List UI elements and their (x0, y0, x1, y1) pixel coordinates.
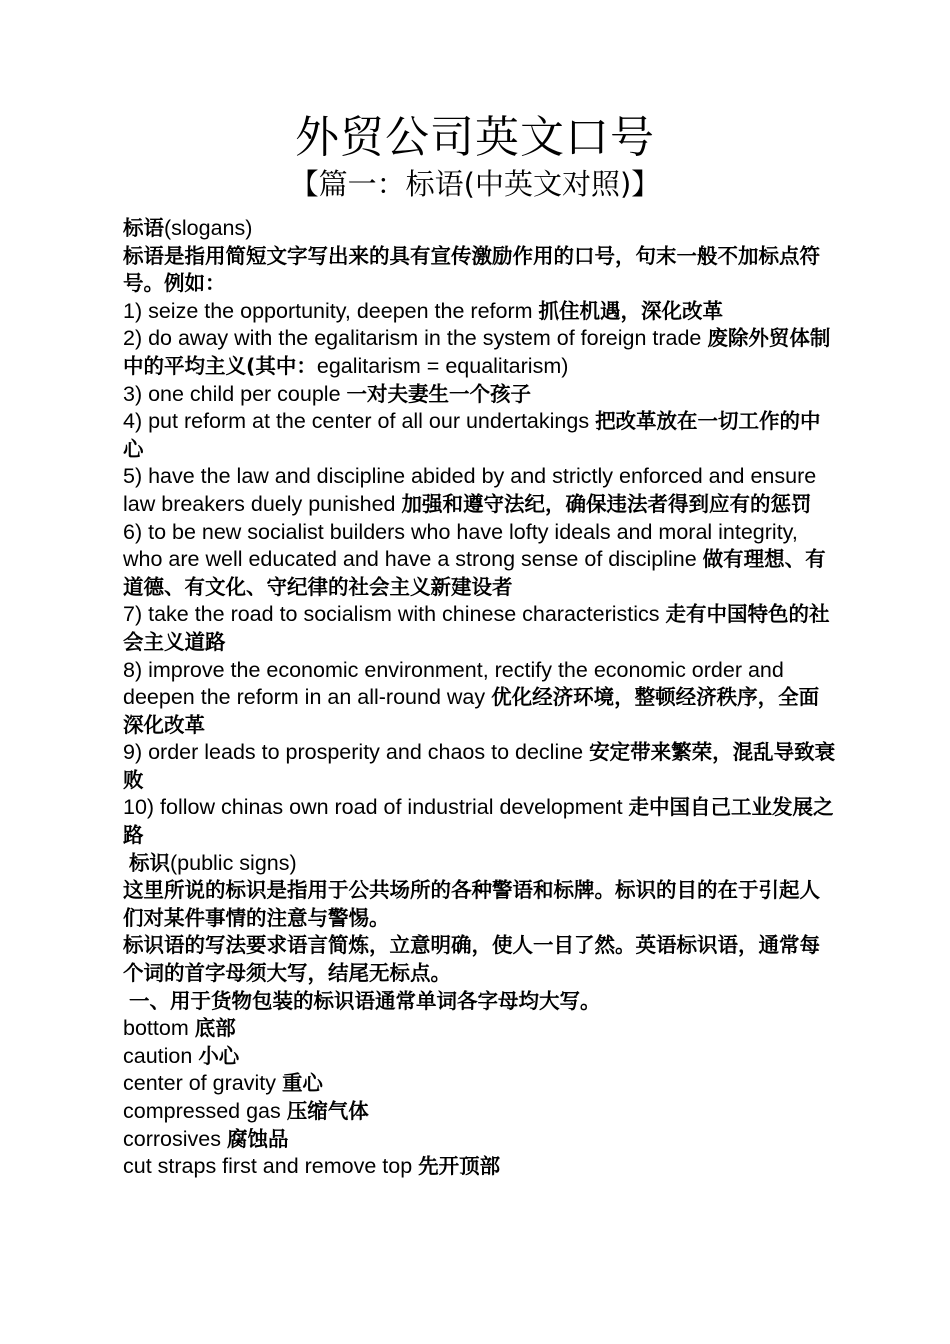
document-subtitle: 【篇一：标语(中英文对照)】 (289, 167, 661, 201)
sign-item: compressed gas 压缩气体 (123, 1099, 369, 1123)
sign-item: center of gravity 重心 (123, 1071, 323, 1096)
signs-section-heading: 一、用于货物包装的标识语通常单词各字母均大写。 (129, 988, 601, 1013)
document-body (116, 215, 838, 1181)
slogan-item: 8) improve the economic environment, rectify the economic order and deepen the reform in an all-round way 优化经济环境，整顿经济秩序，全面深化改革 (123, 657, 820, 737)
slogan-item: 10) follow chinas own road of industrial development 走中国自己工业发展之路 (123, 795, 834, 848)
slogan-item: 3) one child per couple 一对夫妻生一个孩子 (123, 381, 532, 406)
slogan-item: 5) have the law and discipline abided by and strictly enforced and ensure law breakers duely punished 加强和遵守法纪，确保违法者得到应有的惩罚 (123, 464, 817, 516)
slogan-item: 9) order leads to prosperity and chaos to decline 安定带来繁荣，混乱导致衰败 (123, 740, 836, 792)
sign-item: corrosives 腐蚀品 (123, 1126, 289, 1151)
slogan-item: 2) do away with the egalitarism in the system of foreign trade 废除外贸体制中的平均主义(其中：egalitarism = equalitarism) (123, 326, 831, 378)
slogan-item: 4) put reform at the center of all our undertakings 把改革放在一切工作的中心 (123, 409, 821, 461)
slogan-item: 6) to be new socialist builders who have lofty ideals and moral integrity, who are well educated and have a strong sense of discipline 做有理想、有道德、有文化、守纪律的社会主义新建设者 (123, 519, 826, 599)
signs-heading: 标识(public signs) (129, 850, 297, 875)
sign-item: caution 小心 (123, 1043, 240, 1068)
sign-item: bottom 底部 (123, 1016, 236, 1041)
signs-paragraph-1: 这里所说的标识是指用于公共场所的各种警语和标牌。标识的目的在于引起人们对某件事情的注意与警惕。 (123, 878, 820, 930)
document-title: 外贸公司英文口号 (295, 112, 655, 163)
slogan-item: 1) seize the opportunity, deepen the reform 抓住机遇，深化改革 (123, 298, 724, 323)
sign-item: cut straps first and remove top 先开顶部 (123, 1154, 501, 1179)
slogan-item: 7) take the road to socialism with chinese characteristics 走有中国特色的社会主义道路 (123, 602, 830, 654)
signs-paragraph-2: 标识语的写法要求语言简炼，立意明确，使人一目了然。英语标识语，通常每个词的首字母须大写，结尾无标点。 (123, 933, 820, 986)
slogans-intro: 标语是指用简短文字写出来的具有宣传激励作用的口号，句末一般不加标点符号。例如： (123, 243, 820, 296)
slogans-heading: 标语(slogans) (123, 216, 253, 240)
